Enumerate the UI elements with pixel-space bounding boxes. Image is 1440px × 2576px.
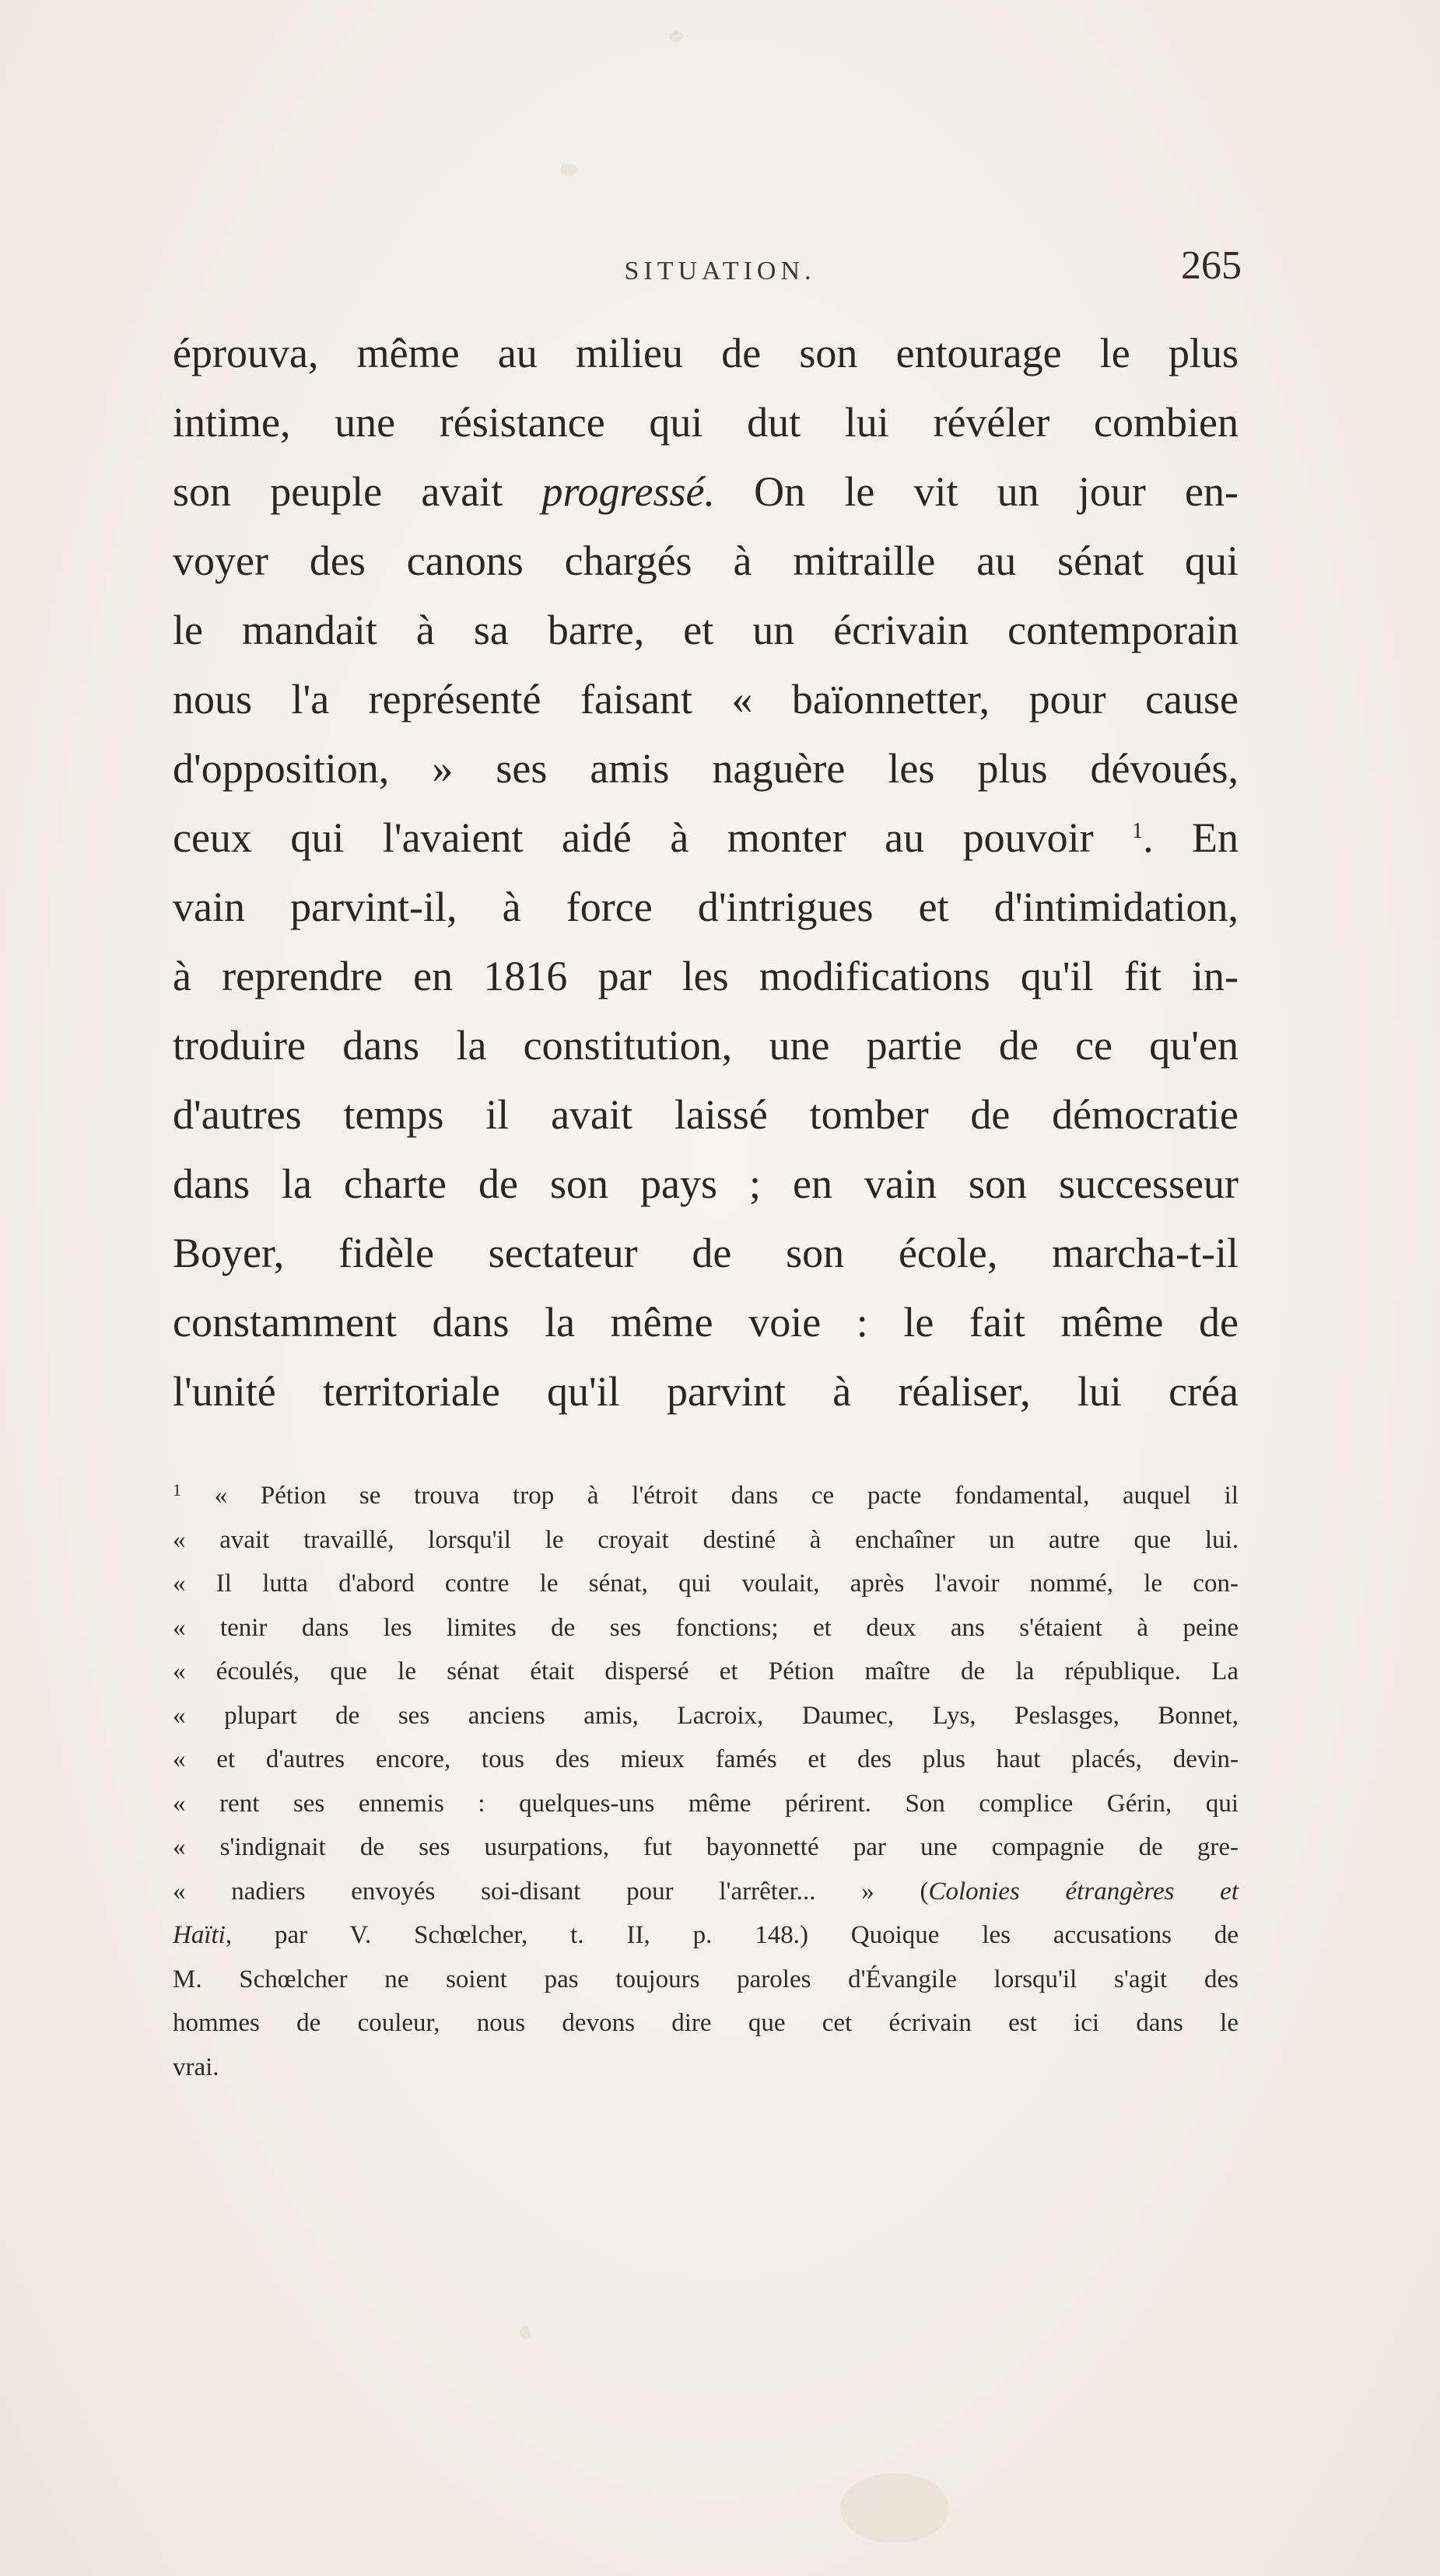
text-line: l'unité territoriale qu'il parvint à réaliser, lui créa — [173, 1368, 1239, 1415]
footnote-line: M. Schœlcher ne soient pas toujours paroles d'Évangile lorsqu'il s'agit des — [173, 1965, 1239, 1993]
text-line: troduire dans la constitution, une partie de ce qu'en — [173, 1022, 1239, 1069]
paper-stain — [560, 163, 577, 176]
paper-stain — [520, 2326, 531, 2340]
text-line: voyer des canons chargés à mitraille au sénat qui — [173, 537, 1239, 584]
footnote-reference: 1 — [1132, 819, 1144, 843]
running-title: SITUATION. — [624, 257, 816, 285]
page-number: 265 — [1181, 243, 1242, 288]
text-line: le mandait à sa barre, et un écrivain contemporain — [173, 607, 1239, 653]
text-span: son peuple avait — [173, 468, 542, 515]
text-line: constamment dans la même voie : le fait même de — [173, 1299, 1239, 1346]
text-line: vain parvint-il, à force d'intrigues et d'intimidation, — [173, 884, 1239, 930]
footnote-line: hommes de couleur, nous devons dire que cet écrivain est ici dans le — [173, 2009, 1239, 2037]
text-line: Boyer, fidèle sectateur de son école, marcha-t-il — [173, 1230, 1239, 1276]
footnote-line: « tenir dans les limites de ses fonctions; et deux ans s'étaient à peine — [173, 1613, 1239, 1642]
footnote-line — [173, 1474, 1239, 1518]
footnote-line: « Il lutta d'abord contre le sénat, qui voulait, après l'avoir nommé, le con- — [173, 1570, 1239, 1598]
text-span: « nadiers envoyés soi-disant pour l'arrêter... » ( — [173, 1877, 929, 1906]
footnote-line: « et d'autres encore, tous des mieux famés et des plus haut placés, devin- — [173, 1745, 1239, 1773]
text-line: éprouva, même au milieu de son entourage le plus — [173, 330, 1239, 376]
text-line: intime, une résistance qui dut lui révéler combien — [173, 399, 1239, 446]
text-span: ceux qui l'avaient aidé à monter au pouvoir — [173, 814, 1094, 861]
text-line: dans la charte de son pays ; en vain son successeur — [173, 1160, 1239, 1207]
footnote-line — [173, 1913, 1239, 1958]
italic-word: progressé. — [541, 468, 715, 515]
footnote-line: « rent ses ennemis : quelques-uns même périrent. Son complice Gérin, qui — [173, 1789, 1239, 1818]
main-text — [173, 319, 1239, 1426]
footnote-line — [173, 1870, 1239, 1914]
footnote-marker: 1 — [173, 1480, 181, 1500]
footnote — [173, 1474, 1239, 2089]
footnote-line: « écoulés, que le sénat était dispersé et Pétion maître de la république. La — [173, 1657, 1239, 1685]
text-span: . En — [1143, 814, 1239, 861]
footnote-line: vrai. — [173, 2053, 219, 2081]
footnote-line: « avait travaillé, lorsqu'il le croyait destiné à enchaîner un autre que lui. — [173, 1525, 1239, 1554]
footnote-line: « plupart de ses anciens amis, Lacroix, Daumec, Lys, Peslasges, Bonnet, — [173, 1701, 1239, 1730]
paper-stain — [669, 31, 683, 42]
text-line — [173, 803, 1239, 873]
text-span: , par V. Schœlcher, t. II, p. 148.) Quoique les accusations de — [225, 1921, 1239, 1949]
text-line — [173, 457, 1239, 527]
italic-title: Colonies étrangères et — [928, 1877, 1239, 1906]
text-line: d'opposition, » ses amis naguère les plus dévoués, — [173, 745, 1239, 792]
italic-title: Haïti — [173, 1921, 226, 1949]
text-span: On le vit un jour en- — [714, 468, 1239, 515]
text-span: « Pétion se trouva trop à l'étroit dans ce pacte fondamental, auquel il — [181, 1482, 1239, 1510]
text-line: nous l'a représenté faisant « baïonnetter, pour cause — [173, 676, 1239, 723]
paper-stain — [840, 2473, 949, 2543]
text-line: à reprendre en 1816 par les modifications qu'il fit in- — [173, 953, 1239, 999]
footnote-line: « s'indignait de ses usurpations, fut bayonnetté par une compagnie de gre- — [173, 1833, 1239, 1861]
text-line: d'autres temps il avait laissé tomber de démocratie — [173, 1091, 1239, 1138]
